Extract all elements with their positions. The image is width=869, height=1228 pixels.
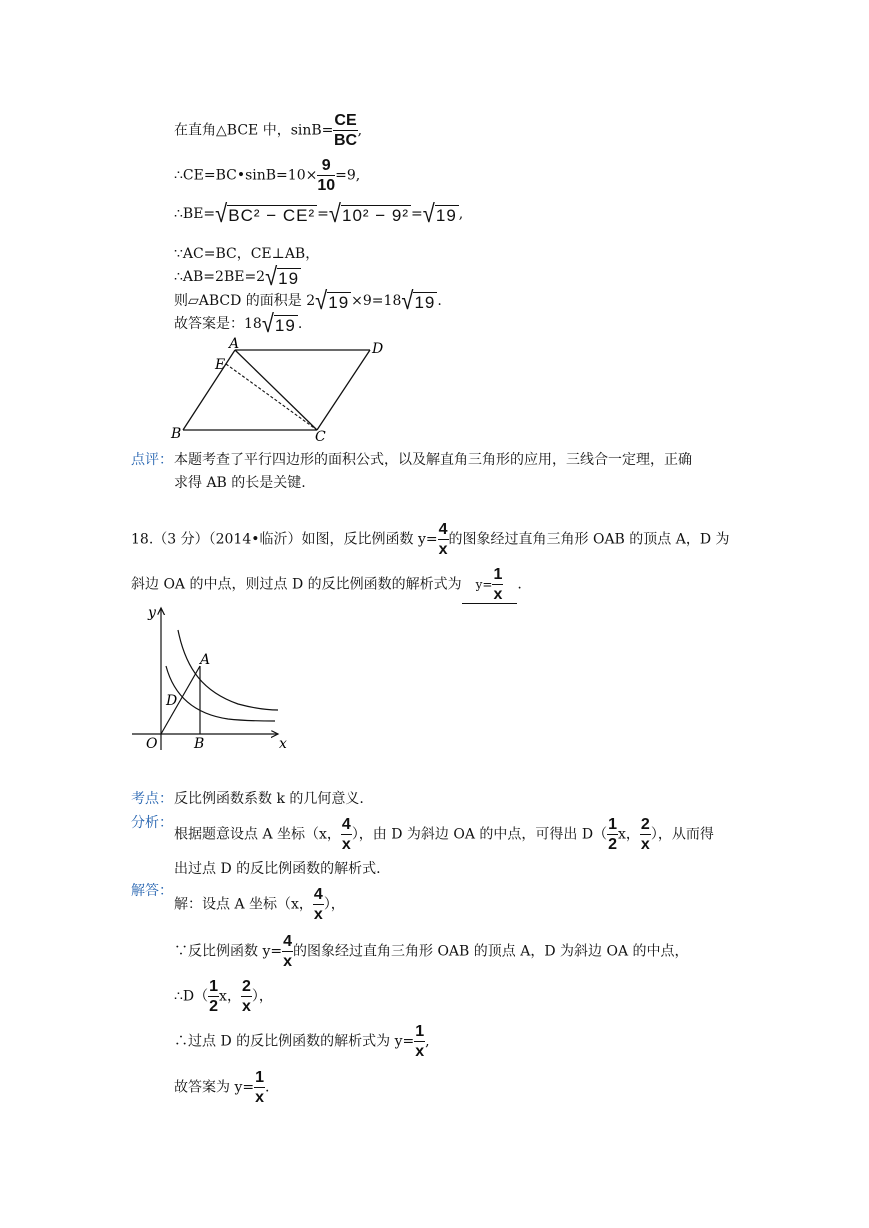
jieda-line-3: ∴D（ $\frac{1}{2}$ x， $\frac{2}{x}$ ）， bbox=[174, 978, 273, 1015]
curve-y-4-over-x bbox=[178, 630, 278, 710]
fraction-4-x: $\frac{4}{x}$ bbox=[438, 521, 448, 558]
fraction-ce-bc: $\frac{CE}{BC}$ bbox=[333, 112, 358, 149]
dianping-label: 点评： bbox=[131, 452, 173, 468]
label-a: A bbox=[229, 336, 240, 352]
label-b: B bbox=[171, 426, 182, 442]
fraction-4-x: $\frac{4}{x}$ bbox=[341, 816, 351, 853]
fraction-1-2: $\frac{1}{2}$ bbox=[209, 978, 219, 1015]
radical-19: √19 bbox=[422, 199, 457, 228]
label-a: A bbox=[200, 652, 211, 668]
radical-19: √19 bbox=[261, 309, 296, 338]
fraction-1-x: $\frac{1}{x}$ bbox=[493, 566, 503, 603]
curve-y-1-over-x bbox=[166, 666, 275, 721]
hyperbola-figure bbox=[128, 600, 298, 755]
kaodian-text: 反比例函数系数 k 的几何意义. bbox=[174, 791, 364, 807]
label-c: C bbox=[315, 429, 326, 445]
label-y: y bbox=[148, 605, 156, 621]
label-x: x bbox=[279, 736, 287, 752]
label-b: B bbox=[194, 736, 205, 752]
solution-line-2: ∴CE=BC•sinB=10× $\frac{9}{10}$ =9, bbox=[174, 157, 361, 194]
fenxi-label: 分析： bbox=[131, 815, 173, 831]
solution-line-6: 则▱ABCD 的面积是 2√19 ×9=18√19 . bbox=[174, 286, 442, 315]
solution-line-5: ∴AB=2BE=2√19 bbox=[174, 262, 300, 291]
radical-expression: √BC² − CE² bbox=[215, 199, 316, 228]
jieda-line-1: 解：设点 A 坐标（x， $\frac{4}{x}$ ）， bbox=[174, 886, 345, 923]
segment-ec-dashed bbox=[226, 364, 317, 430]
kaodian-label: 考点： bbox=[131, 791, 173, 807]
jieda-line-2: ∵反比例函数 y= $\frac{4}{x}$ 的图象经过直角三角形 OAB 的顶点 A，D 为斜边 OA 的中点， bbox=[174, 933, 689, 970]
fraction-9-10: $\frac{9}{10}$ bbox=[317, 157, 336, 194]
label-d: D bbox=[372, 341, 384, 357]
segment-ba bbox=[183, 350, 235, 430]
jieda-label: 解答： bbox=[131, 883, 173, 899]
question-18-line-1: 18.（3 分）（2014•临沂）如图，反比例函数 y= $\frac{4}{x}$ 的图象经过直角三角形 OAB 的顶点 A，D 为 bbox=[131, 521, 730, 558]
fraction-4-x: $\frac{4}{x}$ bbox=[313, 886, 323, 923]
fraction-2-x: $\frac{2}{x}$ bbox=[640, 816, 650, 853]
fraction-1-x: $\frac{1}{x}$ bbox=[415, 1023, 425, 1060]
solution-line-7: 故答案是：18√19 . bbox=[174, 309, 303, 338]
label-o: O bbox=[146, 736, 158, 752]
segment-dc bbox=[317, 350, 370, 430]
label-e: E bbox=[215, 357, 226, 373]
dianping-line-1: 本题考查了平行四边形的面积公式，以及解直角三角形的应用，三线合一定理，正确 bbox=[174, 452, 692, 468]
fraction-2-x: $\frac{2}{x}$ bbox=[241, 978, 251, 1015]
parallelogram-figure bbox=[165, 335, 400, 445]
fraction-1-2: $\frac{1}{2}$ bbox=[608, 816, 618, 853]
solution-line-3: ∴BE=√BC² − CE² =√10² − 9² =√19 , bbox=[174, 199, 464, 228]
fenxi-line-2: 出过点 D 的反比例函数的解析式. bbox=[174, 861, 381, 877]
jieda-line-5: 故答案为 y= $\frac{1}{x}$ . bbox=[174, 1069, 270, 1106]
radical-19: √19 bbox=[401, 286, 436, 315]
radical-19: √19 bbox=[265, 262, 300, 291]
radical-19: √19 bbox=[315, 286, 350, 315]
radical-expression: √10² − 9² bbox=[328, 199, 410, 228]
solution-line-4: ∵AC=BC，CE⊥AB， bbox=[174, 246, 320, 262]
line-text: 在直角△BCE 中，sinB= bbox=[174, 122, 334, 139]
fraction-4-x: $\frac{4}{x}$ bbox=[283, 933, 292, 970]
dianping-line-2: 求得 AB 的长是关键. bbox=[174, 475, 306, 491]
label-d: D bbox=[166, 693, 178, 709]
question-18-line-2: 斜边 OA 的中点，则过点 D 的反比例函数的解析式为 y= $\frac{1}{x}$ . bbox=[131, 566, 522, 603]
jieda-line-4: ∴过点 D 的反比例函数的解析式为 y= $\frac{1}{x}$ , bbox=[174, 1023, 430, 1060]
segment-ac bbox=[235, 350, 317, 430]
solution-line-1: 在直角△BCE 中，sinB= $\frac{CE}{BC}$ , bbox=[174, 112, 363, 149]
answer-blank: y= $\frac{1}{x}$ bbox=[462, 566, 518, 604]
fenxi-line-1: 根据题意设点 A 坐标（x， $\frac{4}{x}$ ），由 D 为斜边 OA 的中点，可得出 D（ $\frac{1}{2}$ x， $\frac{2}{x}$ ），从而得 bbox=[174, 816, 714, 853]
fraction-1-x: $\frac{1}{x}$ bbox=[255, 1069, 264, 1106]
